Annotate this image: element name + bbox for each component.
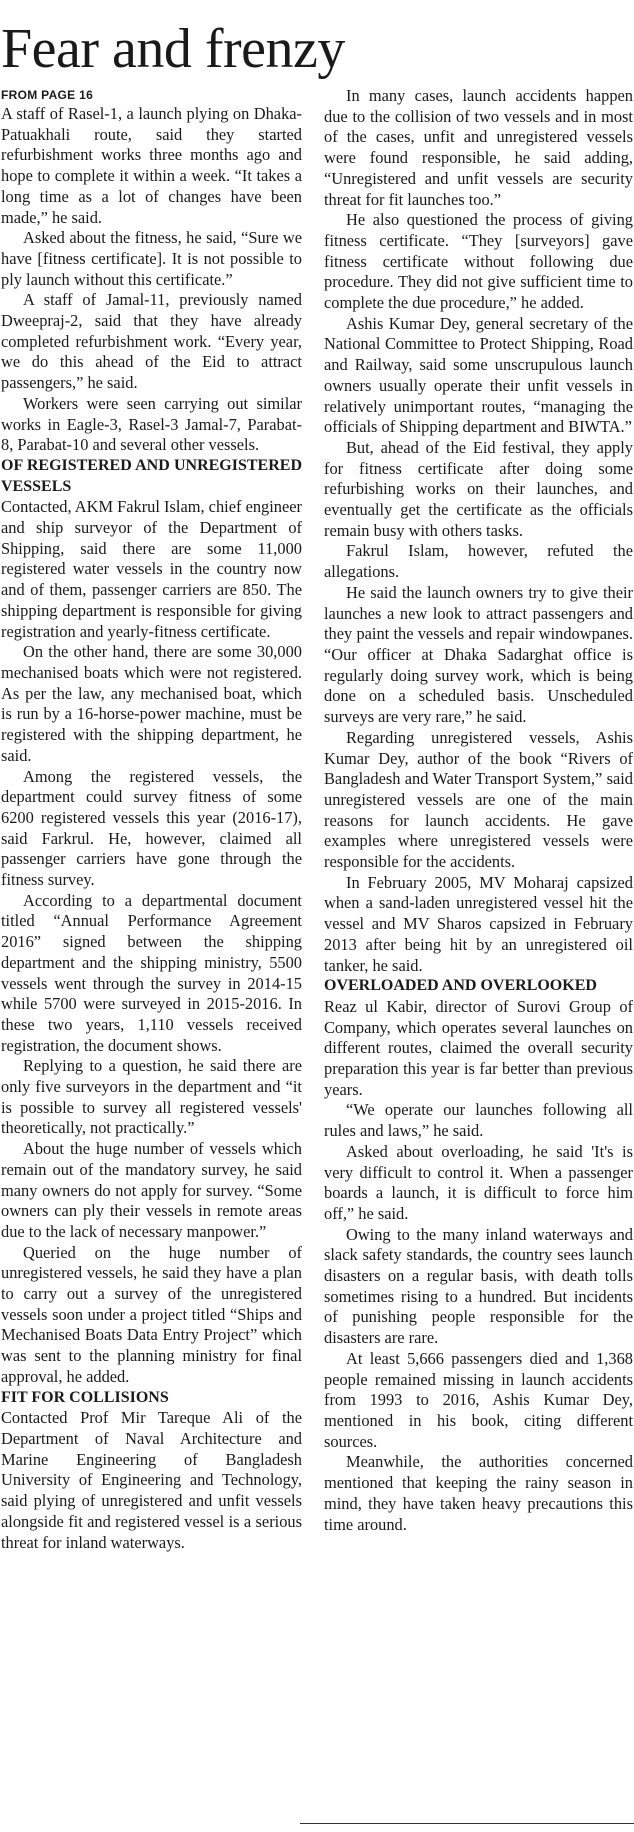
article-paragraph: Owing to the many inland waterways and slack safety standards, the country sees launch disasters on a regular basis, with death tolls sometimes rising to a hundred. But incidents of punishing people responsible for the disasters are rare.	[324, 1224, 633, 1348]
article-paragraph: On the other hand, there are some 30,000 mechanised boats which were not registered. As per the law, any mechanised boat, which is run by a 16-horse-power machine, must be registered with the shipping department, he said.	[1, 642, 302, 765]
article-paragraph: In February 2005, MV Moharaj capsized when a sand-laden unregistered vessel hit the vessel and MV Sharos capsized in February 2013 after being hit by an unregistered oil tanker, he said.	[324, 872, 633, 975]
article-paragraph: Contacted Prof Mir Tareque Ali of the Department of Naval Architecture and Marine Engineering of Bangladesh University of Engineering and Technology, said plying of unregistered and unfit vessels alongside fit and registered vessel is a serious threat for inland waterways.	[1, 1408, 302, 1552]
continuation-kicker: FROM PAGE 16	[1, 88, 94, 102]
article-columns	[1, 86, 633, 1553]
right-column	[324, 86, 633, 1553]
article-paragraph: He also questioned the process of giving fitness certificate. “They [surveyors] gave fitness certificate without following due procedure. They did not give sufficient time to complete the due procedure,” he added.	[324, 210, 633, 313]
left-column-body	[1, 104, 302, 1553]
article-paragraph: Queried on the huge number of unregistered vessels, he said they have a plan to carry out a survey of the unregistered vessels soon under a project titled “Ships and Mechanised Boats Data Entry Project” which was sent to the planning ministry for final approval, he added.	[1, 1242, 302, 1386]
article-paragraph: He said the launch owners try to give their launches a new look to attract passengers and they paint the vessels and repair windowpanes. “Our officer at Dhaka Sadarghat office is regularly doing survey work, which is being done on a scheduled basis. Unscheduled surveys are very rare,” he said.	[324, 582, 633, 727]
article-paragraph: But, ahead of the Eid festival, they apply for fitness certificate after doing some refurbishing works on their launches, and eventually get the certificate as the officials remain busy with others tasks.	[324, 437, 633, 540]
section-subhead: OF REGISTERED AND UNREGISTERED VESSELS	[1, 456, 302, 495]
article-paragraph: Meanwhile, the authorities concerned mentioned that keeping the rainy season in mind, they have taken heavy precautions this time around.	[324, 1452, 633, 1534]
section-subhead: FIT FOR COLLISIONS	[1, 1388, 169, 1406]
article-paragraph: Asked about overloading, he said 'It's is very difficult to control it. When a passenger boards a launch, it is difficult to force him off,” he said.	[324, 1141, 633, 1223]
article-paragraph: In many cases, launch accidents happen due to the collision of two vessels and in most of the cases, unfit and unregistered vessels were found responsible, he said adding, “Unregistered and unfit vessels are security threat for fit launches too.”	[324, 86, 633, 209]
article-paragraph: Asked about the fitness, he said, “Sure we have [fitness certificate]. It is not possible to ply launch without this certificate.”	[1, 228, 302, 289]
article-paragraph: “We operate our launches following all rules and laws,” he said.	[324, 1100, 633, 1141]
article-paragraph: Replying to a question, he said there are only five surveyors in the department and “it is possible to survey all registered vessels' theoretically, not practically.”	[1, 1056, 302, 1138]
article-paragraph: Among the registered vessels, the department could survey fitness of some 6200 registered vessels this year (2016-17), said Farkrul. He, however, claimed all passenger carriers have gone through the fitness survey.	[1, 766, 302, 890]
section-subhead: OVERLOADED AND OVERLOOKED	[324, 977, 597, 995]
bottom-rule	[300, 1823, 634, 1824]
article-paragraph: Reaz ul Kabir, director of Surovi Group of Company, which operates several launches on different routes, claimed the overall security preparation this year is far better than previous years.	[324, 996, 633, 1099]
article-paragraph: Contacted, AKM Fakrul Islam, chief engineer and ship surveyor of the Department of Shipping, said there are some 11,000 registered water vessels in the country now and of them, passenger carriers are 850. The shipping department is responsible for giving registration and yearly-fitness certificate.	[1, 497, 302, 641]
article-paragraph: A staff of Jamal-11, previously named Dweepraj-2, said that they have already completed refurbishment work. “Every year, we do this ahead of the Eid to attract passengers,” he said.	[1, 290, 302, 393]
article-paragraph: At least 5,666 passengers died and 1,368 people remained missing in launch accidents from 1993 to 2016, Ashis Kumar Dey, mentioned in his book, citing different sources.	[324, 1348, 633, 1451]
article-paragraph: Regarding unregistered vessels, Ashis Kumar Dey, author of the book “Rivers of Bangladesh and Water Transport System,” said unregistered vessels are one of the main reasons for launch accidents. He gave examples where unregistered vessels were responsible for the accidents.	[324, 727, 633, 872]
article-paragraph: Fakrul Islam, however, refuted the allegations.	[324, 541, 633, 582]
article-paragraph: A staff of Rasel-1, a launch plying on Dhaka-Patuakhali route, said they started refurbishment works three months ago and hope to complete it within a week. “It takes a long time as a lot of changes have been made,” he said.	[1, 104, 302, 227]
right-column-body	[324, 86, 633, 1535]
article-paragraph: Ashis Kumar Dey, general secretary of the National Committee to Protect Shipping, Road and Railway, said some unscrupulous launch owners usually operate their unfit vessels in relatively unimportant routes, “managing the officials of Shipping department and BIWTA.”	[324, 313, 633, 437]
left-column	[1, 86, 302, 1553]
headline: Fear and frenzy	[1, 18, 345, 80]
article-paragraph: About the huge number of vessels which remain out of the mandatory survey, he said many owners do not apply for survey. “Some owners can ply their vessels in remote areas due to the lack of necessary manpower.”	[1, 1139, 302, 1241]
article-paragraph: According to a departmental document titled “Annual Performance Agreement 2016” signed between the shipping department and the shipping ministry, 5500 vessels went through the survey in 2014-15 while 5700 were surveyed in 2015-2016. In these two years, 1,110 vessels received registration, the document shows.	[1, 890, 302, 1055]
article-paragraph: Workers were seen carrying out similar works in Eagle-3, Rasel-3 Jamal-7, Parabat-8, Parabat-10 and several other vessels.	[1, 393, 302, 455]
